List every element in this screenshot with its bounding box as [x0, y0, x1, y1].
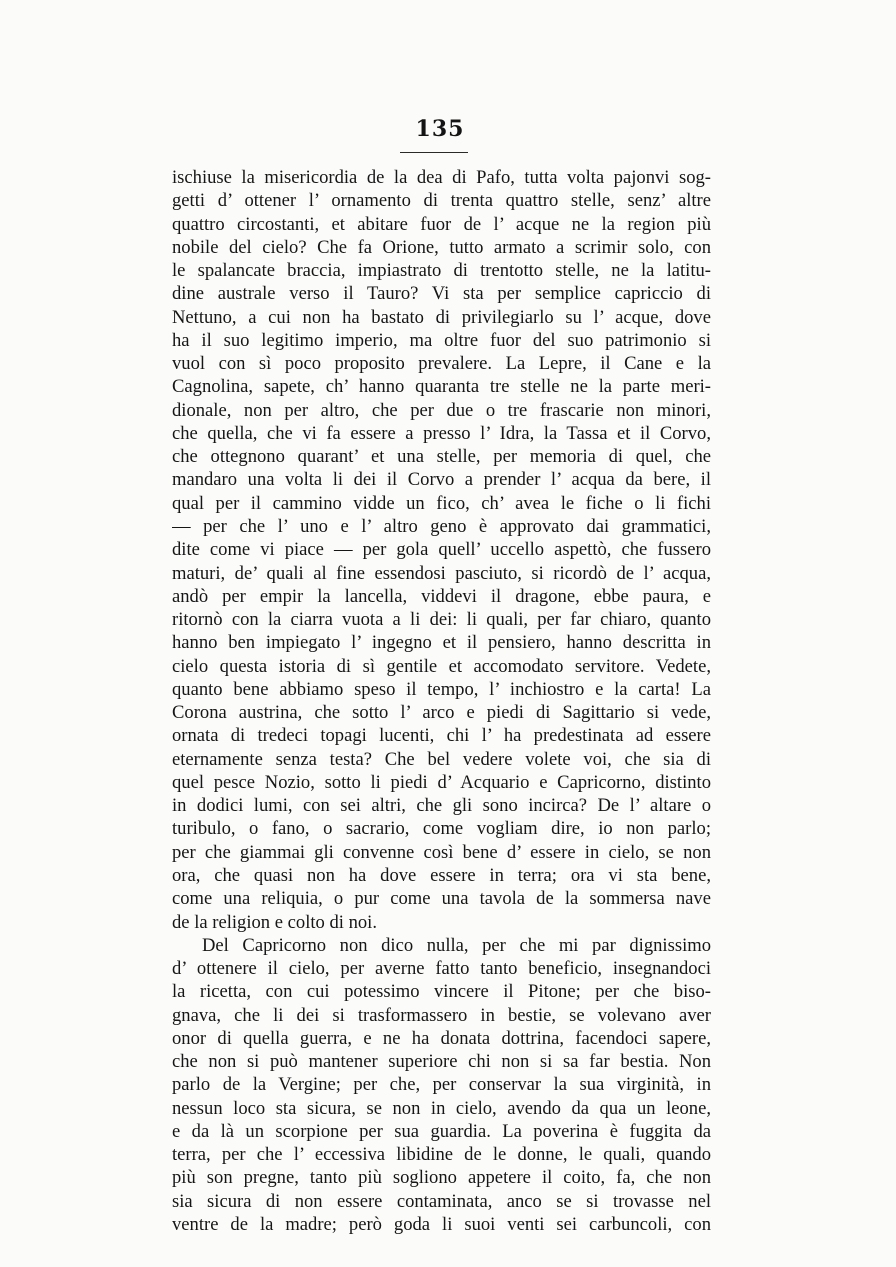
text-line: cielo questa istoria di sì gentile et accomodato servitore. Vedete,: [172, 655, 711, 677]
text-line: Nettuno, a cui non ha bastato di privilegiarlo su l’ acque, dove: [172, 306, 711, 328]
text-line: le spalancate braccia, impiastrato di trentotto stelle, ne la latitu-: [172, 260, 711, 282]
text-line: terra, per che l’ eccessiva libidine de le donne, le quali, quando: [172, 1144, 711, 1166]
text-line: che quella, che vi fa essere a presso l’ Idra, la Tassa et il Corvo,: [172, 422, 711, 444]
text-line: come una reliquia, o pur come una tavola de la sommersa nave: [172, 888, 711, 910]
text-line: turibulo, o fano, o sacrario, come vogliam dire, io non parlo;: [172, 818, 711, 840]
text-line: dine australe verso il Tauro? Vi sta per semplice capriccio di: [172, 283, 711, 305]
text-line: che ottegnono quarant’ et una stelle, per memoria di quel, che: [172, 446, 711, 468]
text-line: vuol con sì poco proposito prevalere. La Lepre, il Cane e la: [172, 353, 711, 375]
text-line: Corona austrina, che sotto l’ arco e piedi di Sagittario si vede,: [172, 702, 711, 724]
text-line: quanto bene abbiamo speso il tempo, l’ inchiostro e la carta! La: [172, 678, 711, 700]
text-line: per che giammai gli convenne così bene d’ essere in cielo, se non: [172, 841, 711, 863]
page-number: 135: [415, 116, 465, 142]
text-line: maturi, de’ quali al fine essendosi pasciuto, si ricordò de l’ acqua,: [172, 562, 711, 584]
text-line: ha il suo legitimo imperio, ma oltre fuor del suo patrimonio si: [172, 329, 711, 351]
text-line: più son pregne, tanto più sogliono appetere il coito, fa, che non: [172, 1167, 711, 1189]
text-line: e da là un scorpione per sua guardia. La poverina è fuggita da: [172, 1120, 711, 1142]
text-line: onor di quella guerra, e ne ha donata dottrina, facendoci sapere,: [172, 1027, 711, 1049]
text-line: getti d’ ottener l’ ornamento di trenta quattro stelle, senz’ altre: [172, 190, 711, 212]
text-line: Del Capricorno non dico nulla, per che mi par dignissimo: [202, 934, 711, 956]
text-line: ritornò con la ciarra vuota a li dei: li quali, per far chiaro, quanto: [172, 609, 711, 631]
text-line: nessun loco sta sicura, se non in cielo, avendo da qua un leone,: [172, 1097, 711, 1119]
text-line: quel pesce Nozio, sotto li piedi d’ Acquario e Capricorno, distinto: [172, 771, 711, 793]
text-line: gnava, che li dei si trasformassero in bestie, se volevano aver: [172, 1004, 711, 1026]
text-line: nobile del cielo? Che fa Orione, tutto armato a scrimir solo, con: [172, 236, 711, 258]
text-line: dite come vi piace — per gola quell’ uccello aspettò, che fussero: [172, 539, 711, 561]
text-line: sia sicura di non essere contaminata, anco se si trovasse nel: [172, 1190, 711, 1212]
text-line: in dodici lumi, con sei altri, che gli sono incirca? De l’ altare o: [172, 795, 711, 817]
text-line: la ricetta, con cui potessimo vincere il Pitone; per che biso-: [172, 981, 711, 1003]
text-line: ischiuse la misericordia de la dea di Pafo, tutta volta pajonvi sog-: [172, 167, 711, 188]
text-line: eternamente senza testa? Che bel vedere volete voi, che sia di: [172, 748, 711, 770]
paragraph: [172, 934, 711, 1236]
body-text: [172, 166, 711, 1236]
text-line: qual per il cammino vidde un fico, ch’ avea le fiche o li fichi: [172, 492, 711, 514]
text-line: de la religion e colto di noi.: [172, 911, 377, 933]
paragraph: [172, 166, 711, 934]
text-line: — per che l’ uno e l’ altro geno è approvato dai grammatici,: [172, 515, 711, 537]
text-line: d’ ottenere il cielo, per averne fatto tanto beneficio, insegnandoci: [172, 958, 711, 980]
header-rule: [400, 152, 468, 153]
text-line: quattro circostanti, et abitare fuor de l’ acque ne la region più: [172, 213, 711, 235]
text-line: Cagnolina, sapete, ch’ hanno quaranta tre stelle ne la parte meri-: [172, 376, 711, 398]
text-line: ora, che quasi non ha dove essere in terra; ora vi sta bene,: [172, 864, 711, 886]
text-line: hanno ben impiegato l’ ingegno et il pensiero, hanno descritta in: [172, 632, 711, 654]
text-line: ventre de la madre; però goda li suoi venti sei carbuncoli, con: [172, 1213, 711, 1235]
text-line: andò per empir la lancella, viddevi il dragone, ebbe paura, e: [172, 585, 711, 607]
text-line: parlo de la Vergine; per che, per conservar la sua virginità, in: [172, 1074, 711, 1096]
text-line: ornata di tredeci topagi lucenti, chi l’ ha predestinata ad essere: [172, 725, 711, 747]
text-line: mandaro una volta li dei il Corvo a prender l’ acqua da bere, il: [172, 469, 711, 491]
text-line: dionale, non per altro, che per due o tre frascarie non minori,: [172, 399, 711, 421]
text-line: che non si può mantener superiore chi non si sa far bestia. Non: [172, 1051, 711, 1073]
